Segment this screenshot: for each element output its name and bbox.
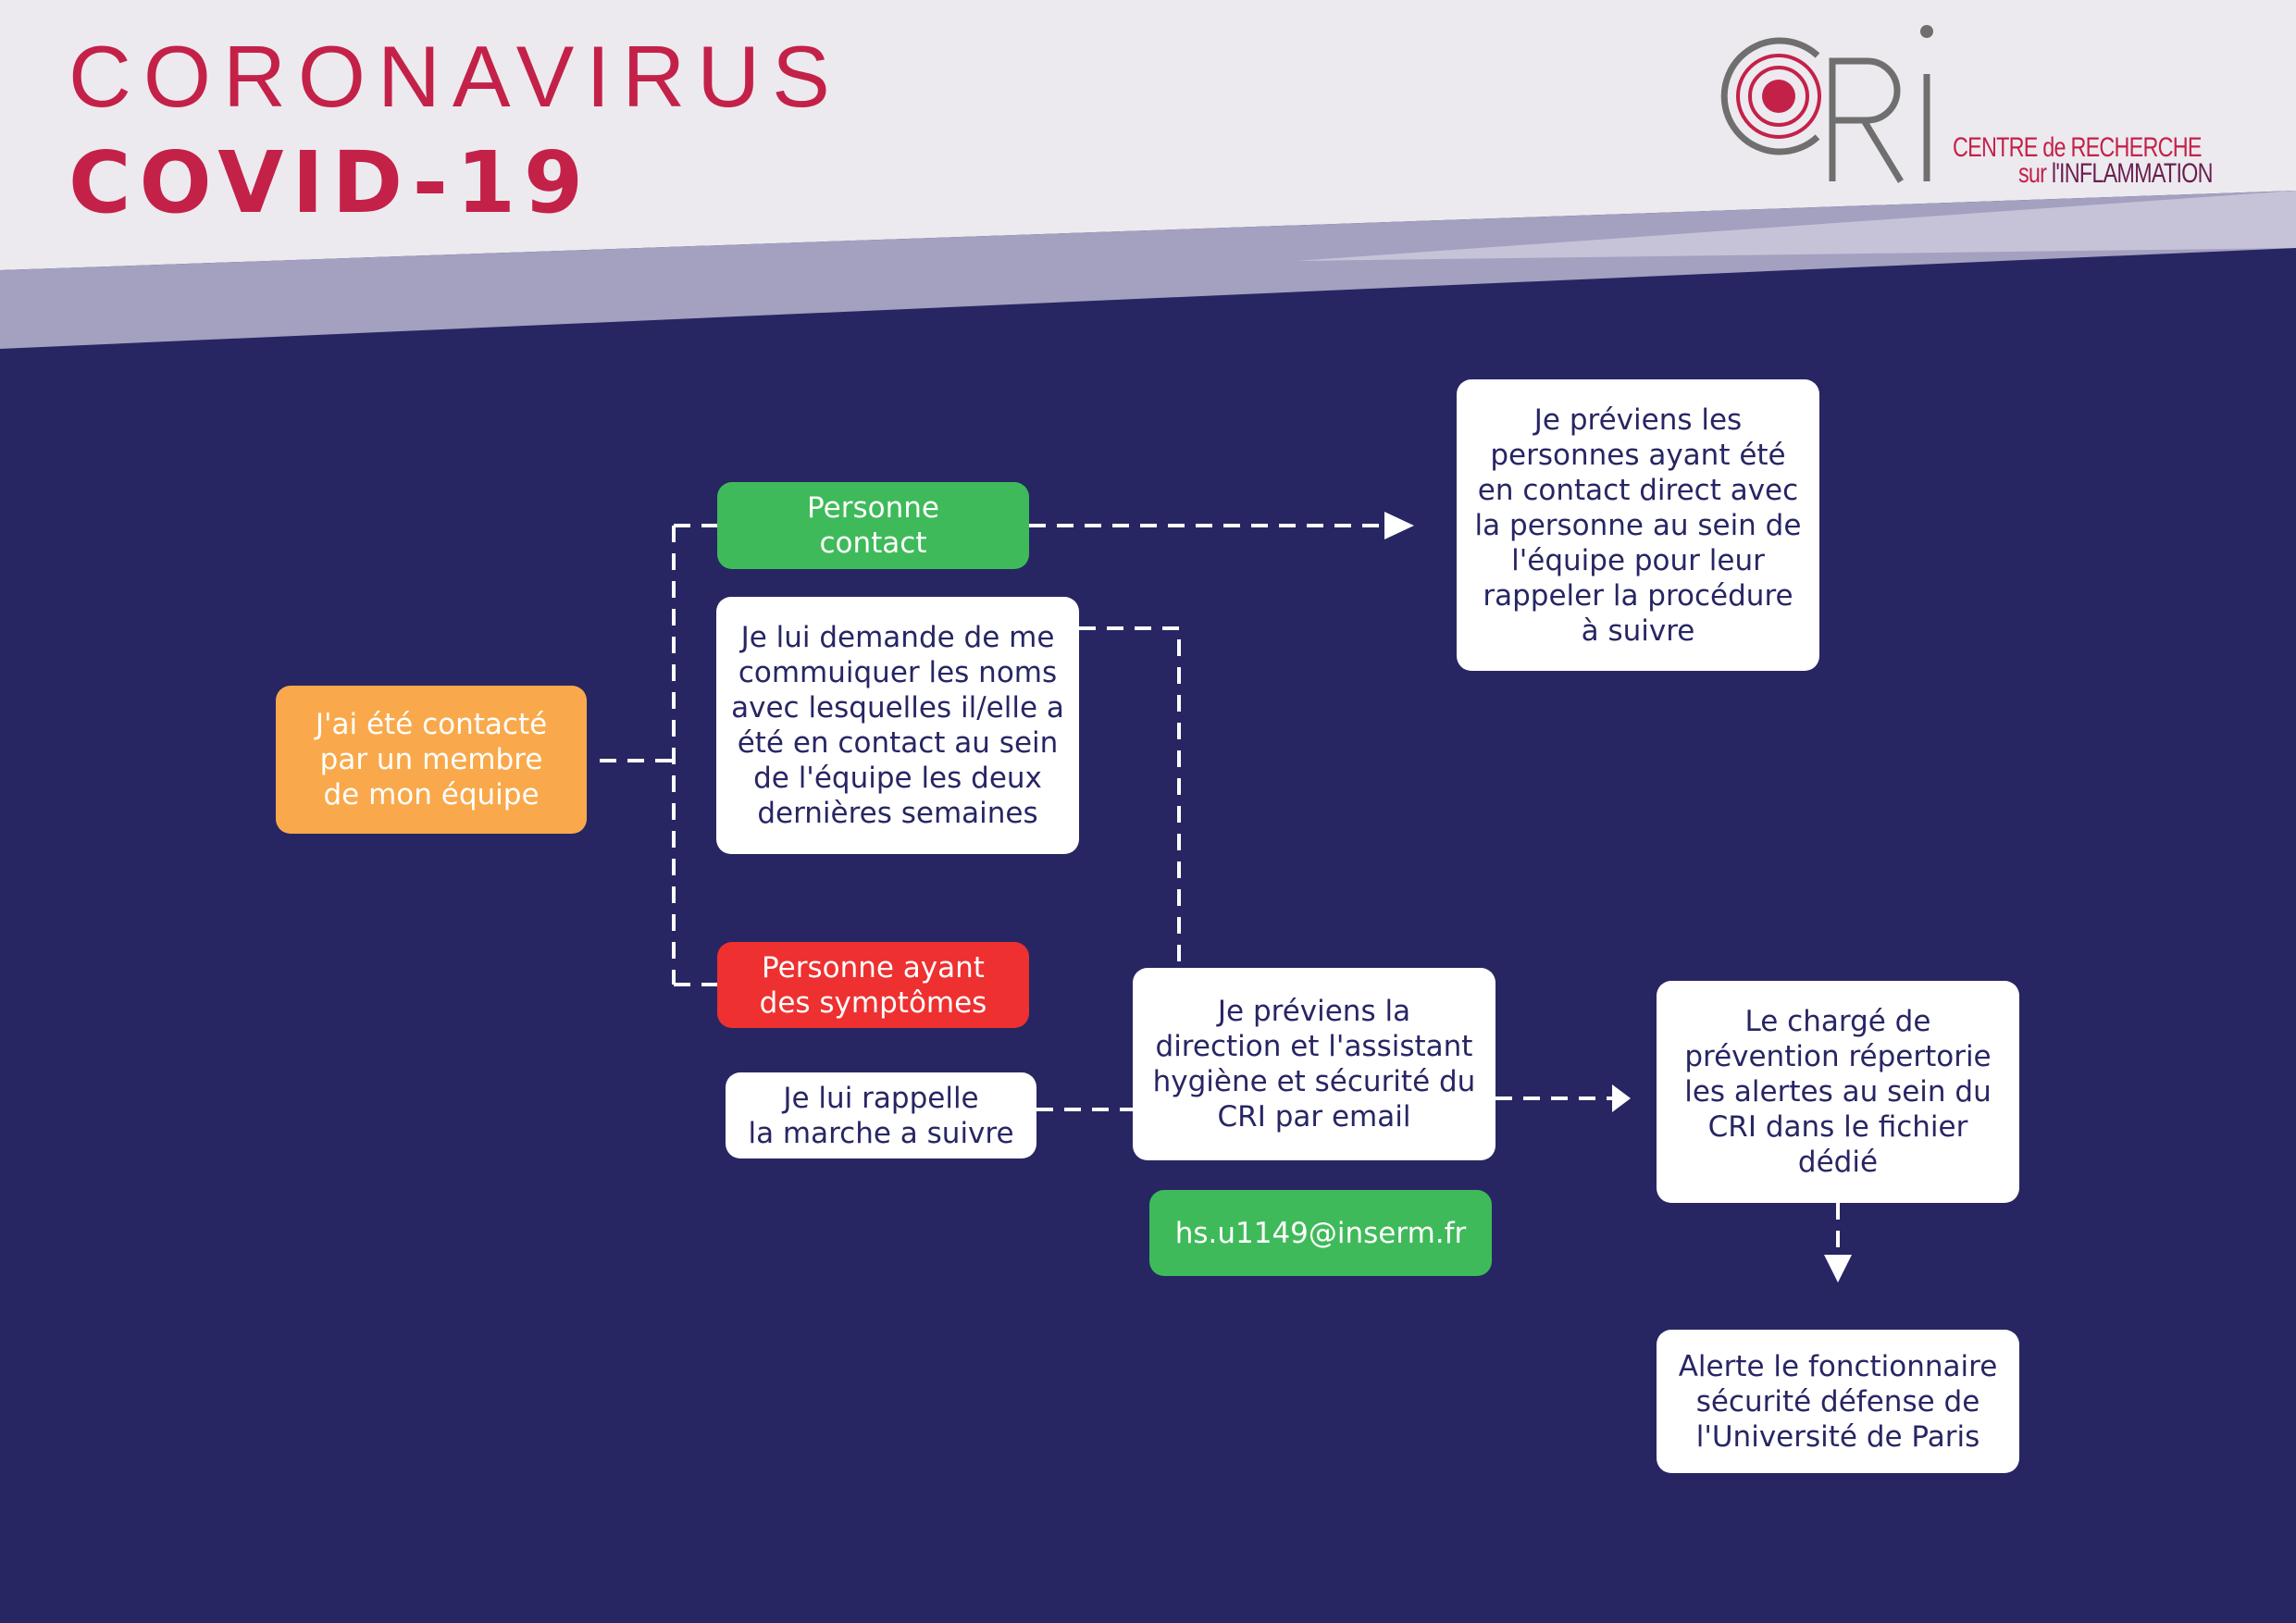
logo-name-line1: CENTRE de RECHERCHE	[1953, 132, 2202, 163]
ask-names-box: Je lui demande de me commuiquer les noms avec lesquelles il/elle a été en contact au sein de l'équipe les deux dernières semaines	[716, 597, 1079, 854]
prevention-officer-box: Le chargé de prévention répertorie les alertes au sein du CRI dans le fichier dédié	[1657, 981, 2019, 1203]
symptom-person-box: Personne ayant des symptômes	[717, 942, 1029, 1028]
email-badge[interactable]: hs.u1149@inserm.fr	[1149, 1190, 1492, 1276]
warn-direction-box: Je préviens la direction et l'assistant hygiène et sécurité du CRI par email	[1133, 968, 1496, 1160]
warn-contacts-box: Je préviens les personnes ayant été en contact direct avec la personne au sein de l'équipe pour leur rappeler la procédure à suivre	[1457, 379, 1819, 671]
title-coronavirus: CORONAVIRUS	[68, 28, 842, 125]
start-contacted-box: J'ai été contacté par un membre de mon équipe	[276, 686, 587, 834]
title-covid-19: COVID-19	[68, 133, 591, 232]
contact-person-box: Personne contact	[717, 482, 1029, 569]
alert-defense-box: Alerte le fonctionnaire sécurité défense de l'Université de Paris	[1657, 1330, 2019, 1473]
remind-procedure-box: Je lui rappelle la marche a suivre	[726, 1072, 1036, 1158]
logo-name-line2: sur l'INFLAMMATION	[2018, 158, 2213, 189]
cri-logo-icon	[1712, 22, 1934, 198]
